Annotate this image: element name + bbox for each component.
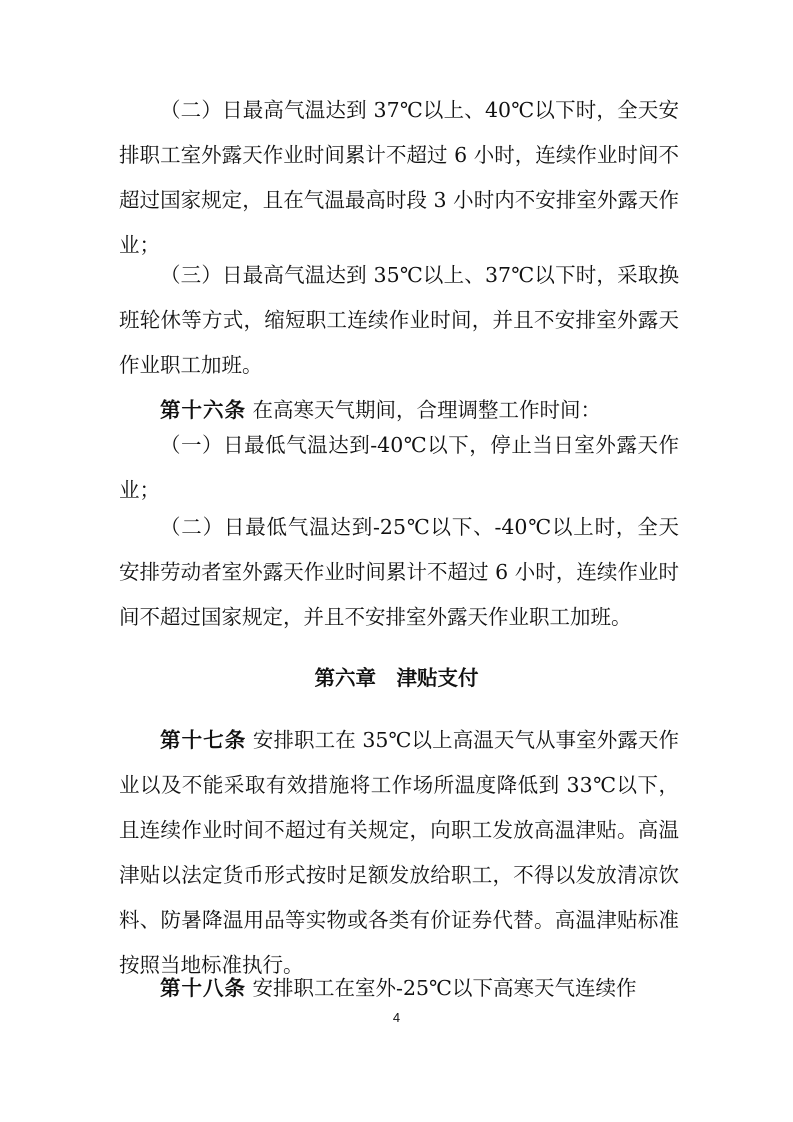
article-18 (119, 966, 679, 1011)
article-17 (119, 718, 679, 988)
paragraph-low-temp-25: （二）日最低气温达到-25℃以下、-40℃以上时，全天安排劳动者室外露天作业时间累计不超过 6 小时，连续作业时间不超过国家规定，并且不安排室外露天作业职工加班。 (119, 515, 679, 629)
article-16-text: 在高寒天气期间，合理调整工作时间： (252, 398, 602, 422)
article-18-label: 第十八条 (160, 976, 246, 1000)
chapter-heading: 第六章 津贴支付 (314, 666, 479, 690)
article-18-text: 安排职工在室外-25℃以下高寒天气连续作 (252, 976, 637, 1000)
article-17-text: 安排职工在 35℃以上高温天气从事室外露天作业以及不能采取有效措施将工作场所温度降低到 33℃以下，且连续作业时间不超过有关规定，向职工发放高温津贴。高温津贴以法定货币形式按时足额发放给职工，不得以发放清凉饮料、防暑降温用品等实物或各类有价证券代替。高温津贴标准按照当地标准执行。 (119, 728, 679, 977)
paragraph-high-temp-37: （二）日最高气温达到 37℃以上、40℃以下时，全天安排职工室外露天作业时间累计不超过 6 小时，连续作业时间不超过国家规定，且在气温最高时段 3 小时内不安排室外露天作业； (119, 98, 679, 257)
paragraph-high-temp-35: （三）日最高气温达到 35℃以上、37℃以下时，采取换班轮休等方式，缩短职工连续作业时间，并且不安排室外露天作业职工加班。 (119, 263, 679, 377)
paragraph-low-temp-40: （一）日最低气温达到-40℃以下，停止当日室外露天作业； (119, 433, 679, 502)
article-17-label: 第十七条 (160, 728, 247, 752)
page-number: 4 (392, 1010, 401, 1025)
article-16-label: 第十六条 (160, 398, 246, 422)
